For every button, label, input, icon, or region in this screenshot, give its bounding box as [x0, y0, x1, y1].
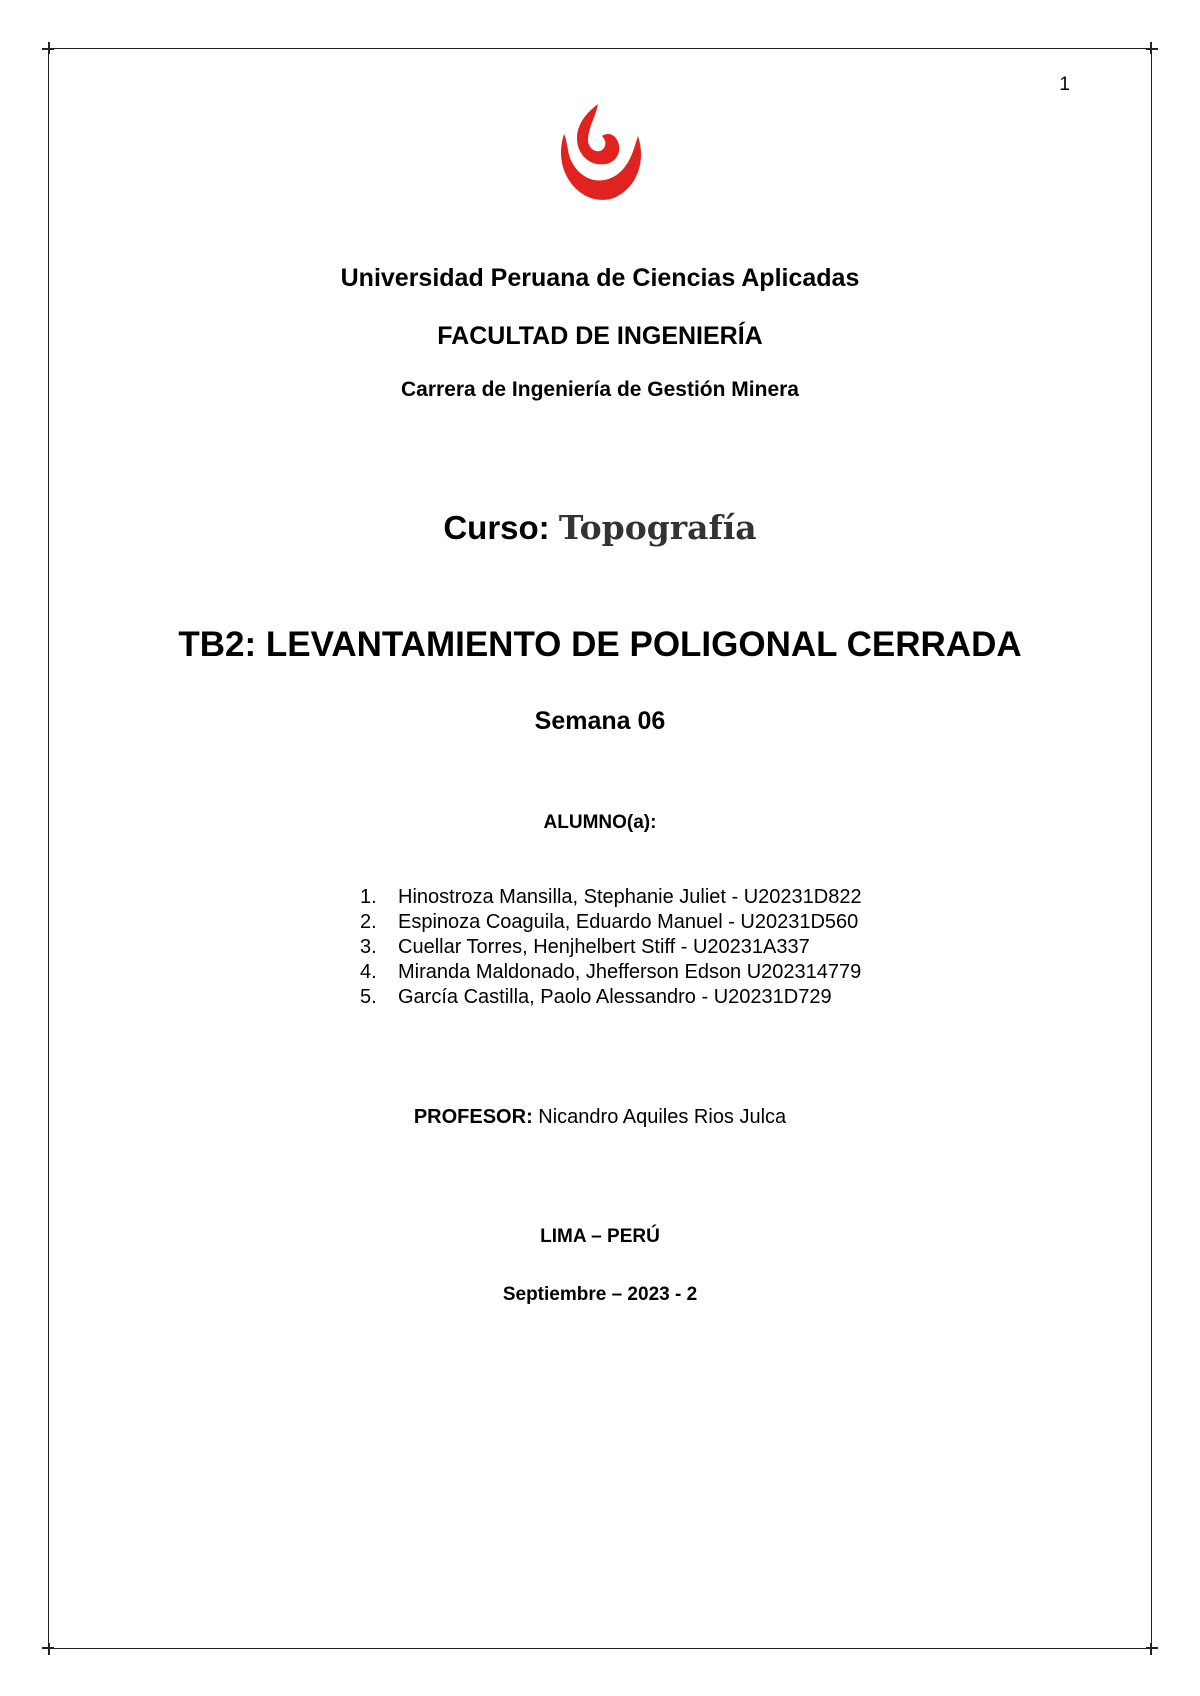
assignment-title: TB2: LEVANTAMIENTO DE POLIGONAL CERRADA	[178, 625, 1022, 664]
list-item	[360, 985, 862, 1010]
career-name: Carrera de Ingeniería de Gestión Minera	[401, 378, 799, 401]
border-tick	[48, 1643, 50, 1655]
professor-label: PROFESOR	[413, 1106, 527, 1128]
course-line	[0, 508, 1200, 547]
professor-name: Nicandro Aquiles Rios Julca	[538, 1106, 787, 1128]
students-list	[360, 885, 862, 1010]
city-label: LIMA – PERÚ	[540, 1226, 660, 1247]
page-number: 1	[1059, 74, 1070, 95]
list-item-number: 1.	[360, 886, 377, 908]
student-entry: Cuellar Torres, Henjhelbert Stiff - U20231A337	[398, 936, 810, 958]
professor-line	[0, 1106, 1200, 1129]
student-entry: Hinostroza Mansilla, Stephanie Juliet - U20231D822	[398, 886, 862, 908]
student-entry: Miranda Maldonado, Jhefferson Edson U202314779	[398, 961, 862, 983]
course-name: Topografía	[558, 508, 757, 547]
list-item	[360, 960, 862, 985]
course-label: Curso	[443, 509, 539, 546]
border-tick	[1146, 48, 1158, 50]
border-tick	[42, 48, 54, 50]
list-item-number: 4.	[360, 961, 377, 983]
list-item-number: 2.	[360, 911, 377, 933]
border-tick	[1146, 1647, 1158, 1649]
professor-separator: :	[526, 1106, 539, 1128]
upc-flame-logo-icon	[552, 100, 648, 204]
course-separator: :	[538, 509, 559, 546]
university-name: Universidad Peruana de Ciencias Aplicadas	[340, 264, 860, 292]
faculty-name: FACULTAD DE INGENIERÍA	[437, 322, 763, 350]
date-label: Septiembre – 2023 - 2	[502, 1284, 698, 1305]
border-tick	[1150, 1643, 1152, 1655]
week-label: Semana 06	[534, 707, 666, 735]
student-entry: García Castilla, Paolo Alessandro - U20231D729	[398, 986, 832, 1008]
list-item-number: 3.	[360, 936, 377, 958]
list-item	[360, 910, 862, 935]
list-item-number: 5.	[360, 986, 377, 1008]
list-item	[360, 935, 862, 960]
student-entry: Espinoza Coaguila, Eduardo Manuel - U20231D560	[398, 911, 859, 933]
students-heading: ALUMNO(a):	[543, 812, 657, 833]
list-item	[360, 885, 862, 910]
